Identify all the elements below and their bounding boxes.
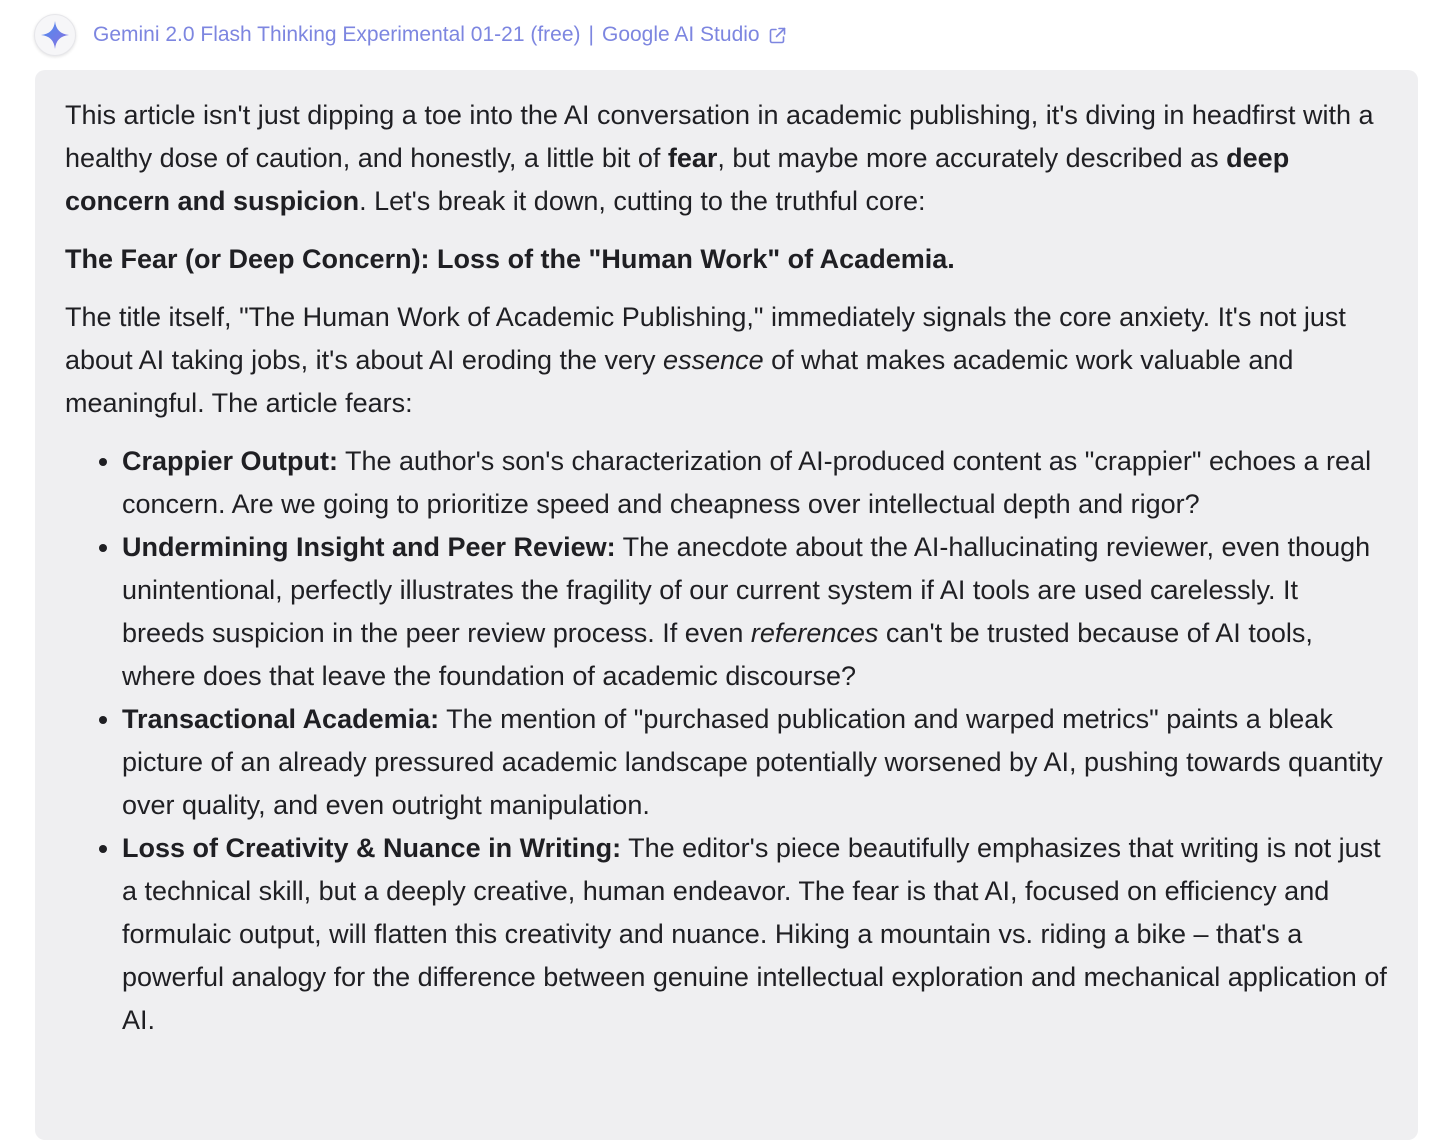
gemini-avatar [34, 14, 76, 56]
list-item: • Crappier Output: The author's son's characterization of AI-produced content as "crappier" echoes a real concern. Are we going to prioritize speed and cheapness over intellectual depth and rigor? [122, 440, 1388, 526]
body-paragraph: The title itself, "The Human Work of Academic Publishing," immediately signals the core anxiety. It's not just about AI taking jobs, it's about AI eroding the very essence of what makes academic work valuable and meaningful. The article fears: [65, 302, 1346, 418]
list-item-title: Undermining Insight and Peer Review: [122, 532, 616, 562]
list-item-title: Crappier Output: [122, 446, 338, 476]
list-item: • Undermining Insight and Peer Review: The anecdote about the AI-hallucinating reviewer, even though unintentional, perfectly illustrates the fragility of our current system if AI tools are used carelessly. It breeds suspicion in the peer review process. If even references can't be trusted because of AI tools, where does that leave the foundation of academic discourse? [122, 526, 1388, 698]
list-item-title: Loss of Creativity & Nuance in Writing: [122, 833, 622, 863]
fears-list [65, 440, 1388, 1042]
list-item-title: Transactional Academia: [122, 704, 440, 734]
message-header [34, 14, 787, 56]
separator: | [588, 23, 594, 46]
model-name: Gemini 2.0 Flash Thinking Experimental 01-21 (free) [93, 23, 581, 46]
emphasis-fear: fear [667, 143, 718, 173]
model-attribution [93, 23, 787, 47]
assistant-message [35, 70, 1418, 1140]
section-heading: The Fear (or Deep Concern): Loss of the "Human Work" of Academia. [65, 244, 955, 274]
provider-link[interactable]: Google AI Studio [601, 23, 760, 46]
gemini-spark-icon [40, 20, 70, 50]
list-item: • Loss of Creativity & Nuance in Writing: The editor's piece beautifully emphasizes that writing is not just a technical skill, but a deeply creative, human endeavor. The fear is that AI, focused on efficiency and formulaic output, will flatten this creativity and nuance. Hiking a mountain vs. riding a bike – that's a powerful analogy for the difference between genuine intellectual exploration and mechanical application of AI. [122, 827, 1388, 1042]
list-item: • Transactional Academia: The mention of "purchased publication and warped metrics" paints a bleak picture of an already pressured academic landscape potentially worsened by AI, pushing towards quantity over quality, and even outright manipulation. [122, 698, 1388, 827]
emphasis-concern: deep concern and suspicion [65, 143, 1290, 216]
emphasis-essence: essence [663, 345, 764, 375]
emphasis-references: references [750, 618, 879, 648]
external-link-icon[interactable] [768, 26, 787, 45]
intro-paragraph: This article isn't just dipping a toe into the AI conversation in academic publishing, it's diving in headfirst with a healthy dose of caution, and honestly, a little bit of fear, but maybe more accurately described as deep concern and suspicion. Let's break it down, cutting to the truthful core: [65, 100, 1374, 216]
